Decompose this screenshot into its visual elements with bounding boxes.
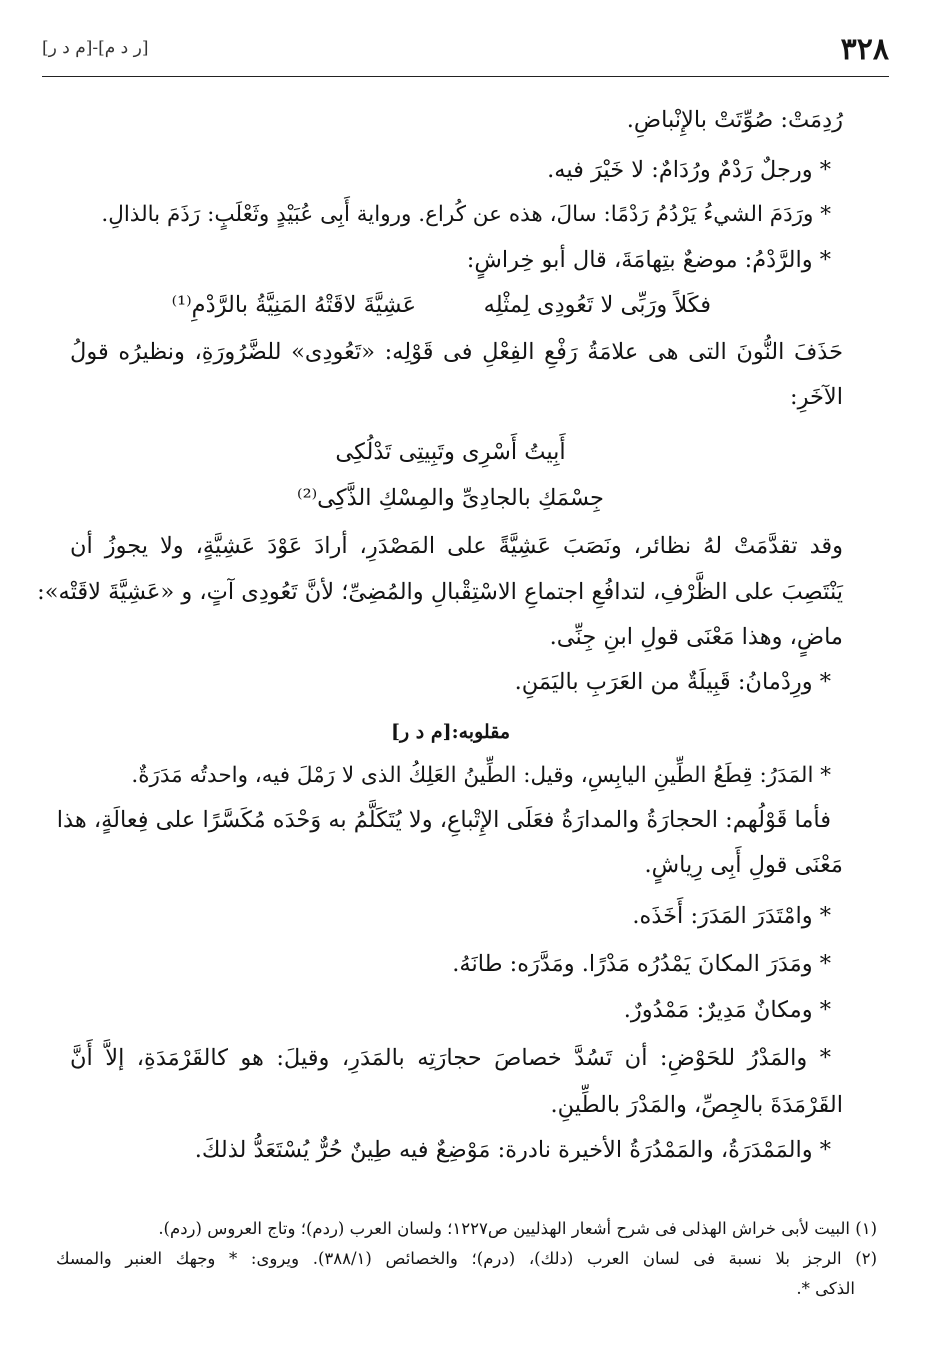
- text-line: رُدِمَتْ: صُوِّتَتْ بالإِنْباضِ.: [626, 107, 843, 133]
- entry-line: * والرَّدْمُ: موضعٌ بتِهامَةَ، قال أبو خِراشٍ:: [466, 247, 831, 273]
- text-line: القَرْمَدَةَ بالجِصِّ، والمَدْرَ بالطِّينِ.: [550, 1092, 843, 1118]
- verse-hemistich: فكَلاً ورَبِّى لا تَعُودِى لِمثْلِه: [483, 292, 711, 318]
- text-line: يَنْتَصِبَ على الظَّرْفِ، لتدافُعِ اجتماعِ الاسْتِقْبالِ والمُضِىِّ؛ لأنَّ تَعُودِى آتٍ، و «عَشِيَّةَ لاقَتْه»:: [37, 579, 843, 605]
- section-heading: مقلوبه:[م د ر]: [391, 721, 510, 743]
- entry-line: * والمَدْرُ للحَوْضِ: أن تَسُدَّ خصاصَ حجارَتِه بالمَدَرِ، وقيلَ: هو كالقَرْمَدَةِ، إلاَّ أَنَّ: [70, 1045, 831, 1071]
- text-line: وقد تقدَّمَتْ لهُ نظائر، ونَصَبَ عَشِيَّةً على المَصْدَرِ، أرادَ عَوْدَ عَشِيَّةٍ، ولا يجوزُ أن: [70, 533, 843, 559]
- footnote-2-continued: الذكى *.: [796, 1279, 855, 1298]
- text-line: مَعْنَى قولِ أَبِى رِياشٍ.: [644, 852, 843, 878]
- page-number: ٣٢٨: [840, 32, 889, 67]
- verse-line: جِسْمَكِ بالجادِىِّ والمِسْكِ الذَّكِى⁽²⁾: [297, 485, 604, 511]
- entry-line: * ومكانٌ مَدِيرٌ: مَمْدُورٌ.: [623, 997, 831, 1023]
- text-line: فأما قَوْلُهم: الحجارَةُ والمدارَةُ فعَلَى الإِتْباعِ، ولا يُتَكَلَّمُ به وَحْدَه مُكَسَّرًا على فِعالَةٍ، هذا: [56, 807, 831, 833]
- text-line: ماضٍ، وهذا مَعْنَى قولِ ابنِ جِنِّى.: [549, 624, 843, 650]
- entry-line: * ورجلٌ رَدْمٌ ورُدَامٌ: لا خَيْرَ فيه.: [547, 157, 831, 183]
- entry-line: * المَدَرُ: قِطَعُ الطِّينِ اليابِسِ، وقيل: الطِّينُ العَلِكُ الذى لا رَمْلَ فيه، واحدتُه مَدَرَةٌ.: [131, 763, 831, 788]
- footnote-2: (٢) الرجز بلا نسبة فى لسان العرب (دلك)، (درم)؛ والخصائص (٣٨٨/١). ويروى: * وجهك العنبر والمسك: [56, 1249, 877, 1268]
- text-line: الآخَرِ:: [790, 384, 843, 410]
- verse-line: أَبِيتُ أَسْرِى وتَبِيتِى تَدْلُكِى: [335, 439, 566, 465]
- text-line: حَذَفَ النُّونَ التى هى علامَةُ رَفْعِ الفِعْلِ فى قَوْلِه: «تَعُودِى» للضَّرُورَةِ، ونظيرُه قولُ: [70, 339, 843, 365]
- running-head: [ر د م]-[م د ر]: [42, 38, 149, 58]
- entry-line: * ورَدَمَ الشيءُ يَرْدُمُ رَدْمًا: سالَ، هذه عن كُراع. ورواية أَبِى عُبَيْدٍ وثَعْلَبٍ: رَذَمَ بالذالِ.: [101, 202, 831, 227]
- entry-line: * ورِدْمانُ: قَبِيلَةٌ من العَرَبِ باليَمَنِ.: [514, 669, 831, 695]
- entry-line: * وامْتَدَرَ المَدَرَ: أَخَذَه.: [632, 903, 831, 929]
- verse-hemistich: عَشِيَّةَ لاقَتْهُ المَنِيَّةُ بالرَّدْمِ⁽¹⁾: [171, 292, 416, 318]
- entry-line: * والمَمْدَرَةُ، والمَمْدُرَةُ الأخيرة نادرة: مَوْضِعٌ فيه طِينٌ حُرٌّ يُسْتَعَدُّ لذلكَ.: [194, 1137, 831, 1163]
- footnote-1: (١) البيت لأبى خراش الهذلى فى شرح أشعار الهذليين ص١٢٢٧؛ ولسان العرب (ردم)؛ وتاج العروس (ردم).: [158, 1219, 877, 1238]
- page-header: [42, 30, 889, 77]
- entry-line: * ومَدَرَ المكانَ يَمْدُرُه مَدْرًا. ومَدَّرَه: طانَهُ.: [452, 951, 831, 977]
